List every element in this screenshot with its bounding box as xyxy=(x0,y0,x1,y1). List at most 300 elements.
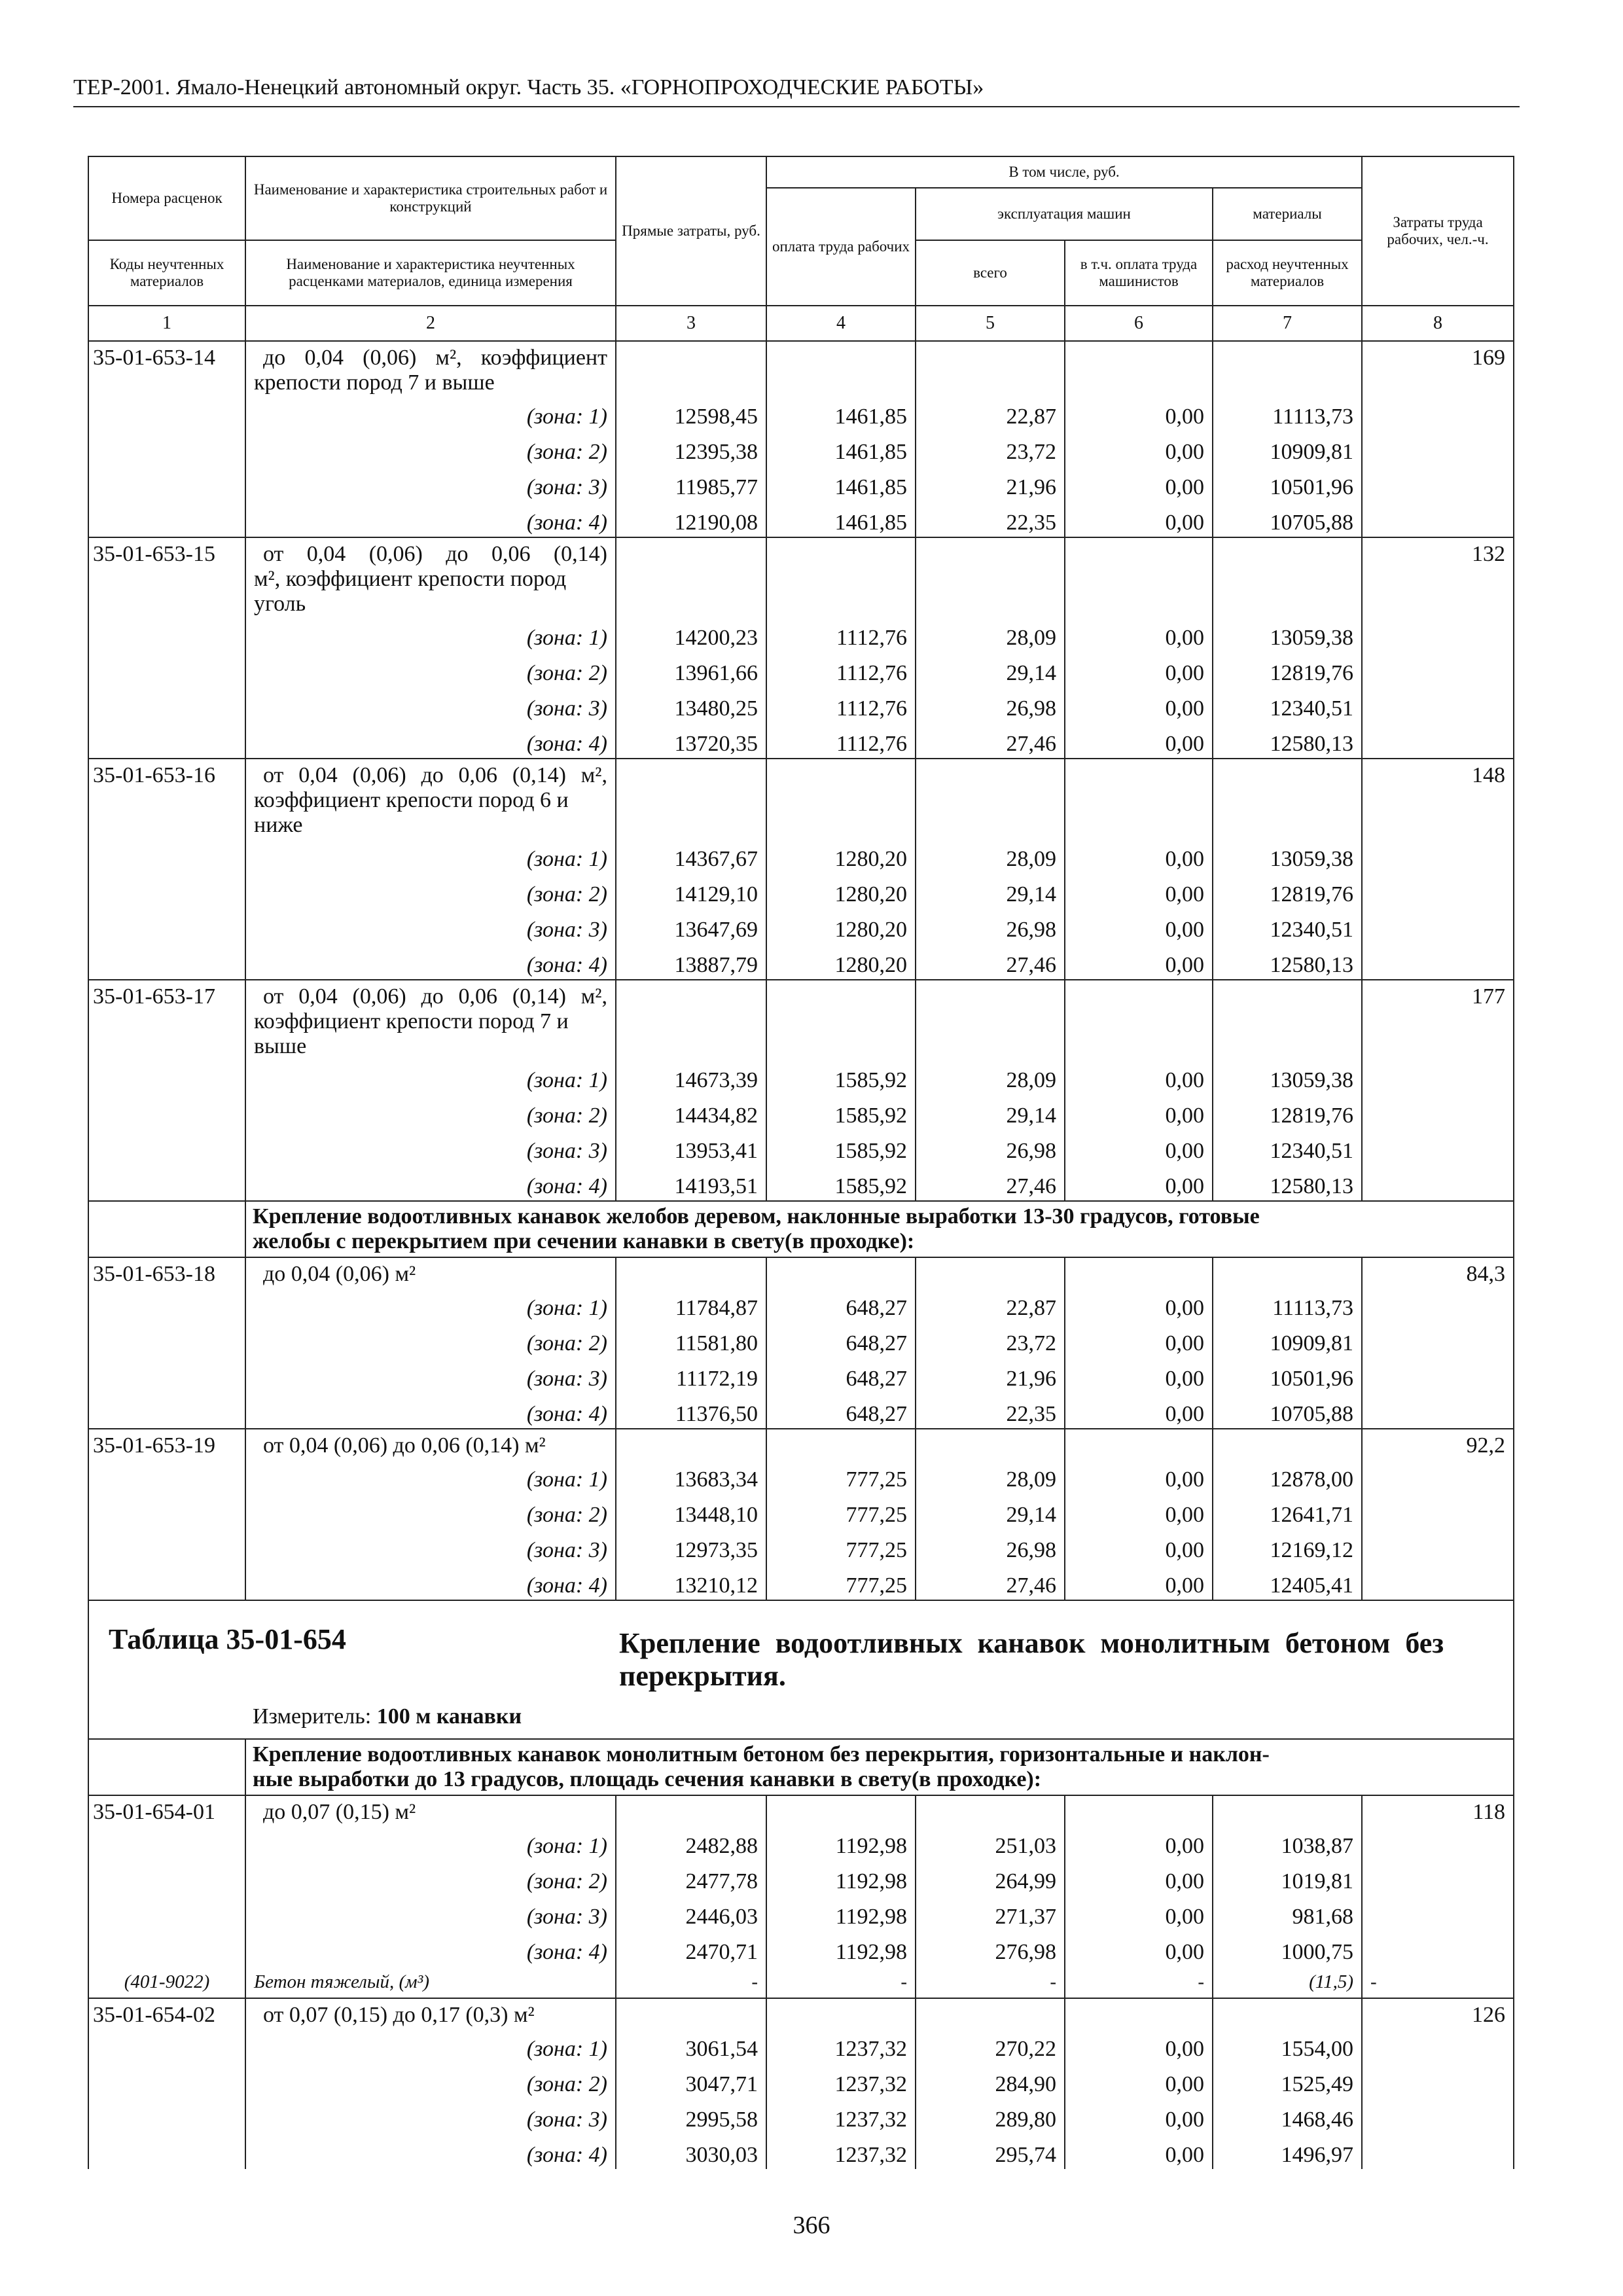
empty-cell xyxy=(766,980,916,1059)
zone-row xyxy=(88,1357,1514,1393)
materials-value: 12819,76 xyxy=(1213,1094,1362,1130)
empty-cell xyxy=(1362,1322,1514,1357)
empty-cell xyxy=(1362,1895,1514,1931)
empty-cell xyxy=(1362,2028,1514,2063)
zone-row xyxy=(88,1529,1514,1564)
empty-cell xyxy=(916,1795,1065,1825)
machines-total-value: 29,14 xyxy=(916,1494,1065,1529)
machines-total-value: 21,96 xyxy=(916,466,1065,501)
machinists-pay-value: 0,00 xyxy=(1065,2134,1213,2169)
rate-code: 35-01-653-14 xyxy=(88,341,245,395)
labor-hours-value: 92,2 xyxy=(1362,1429,1514,1458)
description-line: до 0,04 (0,06) м² xyxy=(263,1262,416,1286)
column-number: 5 xyxy=(916,306,1065,341)
rate-description xyxy=(245,1257,616,1287)
direct-cost-value: 12190,08 xyxy=(616,501,766,537)
direct-cost-value: 13448,10 xyxy=(616,1494,766,1529)
machines-total-value: 23,72 xyxy=(916,431,1065,466)
rate-row xyxy=(88,980,1514,1059)
machines-total-value: 264,99 xyxy=(916,1860,1065,1895)
rate-code: 35-01-653-18 xyxy=(88,1257,245,1287)
empty-cell xyxy=(1362,723,1514,759)
machines-total-value: 251,03 xyxy=(916,1825,1065,1860)
zone-label: (зона: 4) xyxy=(245,1393,616,1429)
labor-hours-value: 148 xyxy=(1362,759,1514,838)
labor-pay-value: 1112,76 xyxy=(766,652,916,687)
empty-cell xyxy=(88,617,245,652)
direct-cost-value: 13961,66 xyxy=(616,652,766,687)
zone-row xyxy=(88,2134,1514,2169)
empty-cell xyxy=(1213,1998,1362,2028)
machinists-pay-value: 0,00 xyxy=(1065,1494,1213,1529)
materials-value: 1496,97 xyxy=(1213,2134,1362,2169)
machines-total-value: 29,14 xyxy=(916,873,1065,908)
empty-cell xyxy=(1362,1393,1514,1429)
empty-cell xyxy=(88,944,245,980)
zone-label: (зона: 3) xyxy=(245,1130,616,1165)
machinists-pay-value: 0,00 xyxy=(1065,2098,1213,2134)
materials-value: 12641,71 xyxy=(1213,1494,1362,1529)
zone-label: (зона: 1) xyxy=(245,617,616,652)
empty-cell xyxy=(1213,980,1362,1059)
labor-pay-value: 777,25 xyxy=(766,1494,916,1529)
machinists-pay-value: 0,00 xyxy=(1065,617,1213,652)
labor-hours-value: 118 xyxy=(1362,1795,1514,1825)
zone-label: (зона: 1) xyxy=(245,1458,616,1494)
zone-label: (зона: 3) xyxy=(245,687,616,723)
materials-value: 1038,87 xyxy=(1213,1825,1362,1860)
zone-row xyxy=(88,2028,1514,2063)
rates-table xyxy=(88,156,1514,2169)
empty-cell xyxy=(1213,341,1362,395)
measure-label: Измеритель: xyxy=(253,1704,372,1729)
zone-row xyxy=(88,1494,1514,1529)
column-number: 8 xyxy=(1362,306,1514,341)
direct-cost-value: 2995,58 xyxy=(616,2098,766,2134)
empty-cell xyxy=(88,1059,245,1094)
description-line: от 0,04 (0,06) до 0,06 (0,14) м² xyxy=(263,1433,546,1458)
empty-cell xyxy=(1362,873,1514,908)
empty-cell xyxy=(88,466,245,501)
empty-cell xyxy=(1213,1795,1362,1825)
direct-cost-value: 14200,23 xyxy=(616,617,766,652)
empty-cell xyxy=(88,1895,245,1931)
direct-cost-value: 2477,78 xyxy=(616,1860,766,1895)
table-654-title-block xyxy=(88,1600,1514,1795)
zone-label: (зона: 1) xyxy=(245,1825,616,1860)
machinists-pay-value: 0,00 xyxy=(1065,2028,1213,2063)
zone-row xyxy=(88,1059,1514,1094)
rate-code: 35-01-653-16 xyxy=(88,759,245,838)
materials-value: 981,68 xyxy=(1213,1895,1362,1931)
machinists-pay-value: 0,00 xyxy=(1065,1825,1213,1860)
empty-cell xyxy=(1213,759,1362,838)
machines-total-value: 295,74 xyxy=(916,2134,1065,2169)
materials-value: 10909,81 xyxy=(1213,431,1362,466)
zone-label: (зона: 4) xyxy=(245,944,616,980)
empty-cell xyxy=(1362,2063,1514,2098)
materials-value: 1000,75 xyxy=(1213,1931,1362,1966)
machines-total-value: 289,80 xyxy=(916,2098,1065,2134)
zone-label: (зона: 4) xyxy=(245,501,616,537)
empty-cell xyxy=(88,873,245,908)
labor-pay-value: 1461,85 xyxy=(766,431,916,466)
section-line: Крепление водоотливных канавок желобов деревом, наклонные выработки 13-30 градусов, готовые xyxy=(253,1204,1260,1229)
labor-pay-value: 648,27 xyxy=(766,1322,916,1357)
direct-cost-value: 3030,03 xyxy=(616,2134,766,2169)
empty-cell xyxy=(1362,395,1514,431)
machines-total-value: 26,98 xyxy=(916,1529,1065,1564)
machines-total-value: 29,14 xyxy=(916,1094,1065,1130)
machines-total-value: 27,46 xyxy=(916,1564,1065,1600)
direct-cost-value: 13887,79 xyxy=(616,944,766,980)
material-name: Бетон тяжелый, (м³) xyxy=(245,1966,616,1998)
rate-row xyxy=(88,1429,1514,1458)
measure-unit xyxy=(253,1704,522,1729)
direct-cost-value: 13953,41 xyxy=(616,1130,766,1165)
direct-cost-value: 13720,35 xyxy=(616,723,766,759)
zone-row xyxy=(88,431,1514,466)
column-number: 3 xyxy=(616,306,766,341)
rate-row xyxy=(88,1998,1514,2028)
empty-cell xyxy=(1362,944,1514,980)
rate-description xyxy=(245,1795,616,1825)
labor-pay-value: 1237,32 xyxy=(766,2134,916,2169)
table-body-653-a xyxy=(88,341,1514,1201)
zone-row xyxy=(88,908,1514,944)
machines-total-value: 22,35 xyxy=(916,1393,1065,1429)
empty-cell xyxy=(1362,1059,1514,1094)
section-line: Крепление водоотливных канавок монолитным бетоном без перекрытия, горизонтальные и наклон- xyxy=(253,1742,1270,1767)
machines-total-value: 271,37 xyxy=(916,1895,1065,1931)
machinists-pay-value: 0,00 xyxy=(1065,652,1213,687)
zone-row xyxy=(88,873,1514,908)
materials-value: 1525,49 xyxy=(1213,2063,1362,2098)
header-machinists-pay: в т.ч. оплата труда машинистов xyxy=(1065,240,1213,306)
rate-description xyxy=(245,1998,616,2028)
rate-code: 35-01-654-01 xyxy=(88,1795,245,1825)
empty-cell xyxy=(88,838,245,873)
machinists-pay-value: 0,00 xyxy=(1065,1564,1213,1600)
labor-pay-value: 1585,92 xyxy=(766,1094,916,1130)
zone-row xyxy=(88,723,1514,759)
empty-cell xyxy=(1362,1165,1514,1201)
labor-hours-value: 132 xyxy=(1362,537,1514,617)
zone-row xyxy=(88,1825,1514,1860)
machinists-pay-value: 0,00 xyxy=(1065,395,1213,431)
labor-pay-value: 1112,76 xyxy=(766,723,916,759)
machinists-pay-value: 0,00 xyxy=(1065,1895,1213,1931)
zone-label: (зона: 1) xyxy=(245,1059,616,1094)
machines-total-value: 28,09 xyxy=(916,1059,1065,1094)
labor-pay-value: 1237,32 xyxy=(766,2098,916,2134)
direct-cost-value: 11581,80 xyxy=(616,1322,766,1357)
empty-cell xyxy=(616,1795,766,1825)
column-number: 1 xyxy=(88,306,245,341)
empty-cell xyxy=(1362,1458,1514,1494)
section-code-cell xyxy=(88,1739,245,1795)
column-number: 6 xyxy=(1065,306,1213,341)
description-line: коэффициент крепости пород 6 и xyxy=(254,788,569,812)
empty-cell xyxy=(1362,1529,1514,1564)
header-name-bottom: Наименование и характеристика неучтенных расценками материалов, единица измерения xyxy=(245,240,616,306)
empty-cell xyxy=(616,980,766,1059)
direct-cost-value: 3061,54 xyxy=(616,2028,766,2063)
empty-cell xyxy=(88,1825,245,1860)
material-direct: - xyxy=(616,1966,766,1998)
description-line: до 0,07 (0,15) м² xyxy=(263,1800,416,1824)
materials-value: 11113,73 xyxy=(1213,1287,1362,1322)
machinists-pay-value: 0,00 xyxy=(1065,838,1213,873)
materials-value: 12580,13 xyxy=(1213,1165,1362,1201)
direct-cost-value: 11172,19 xyxy=(616,1357,766,1393)
direct-cost-value: 12598,45 xyxy=(616,395,766,431)
materials-value: 12340,51 xyxy=(1213,1130,1362,1165)
machinists-pay-value: 0,00 xyxy=(1065,1322,1213,1357)
machines-total-value: 28,09 xyxy=(916,617,1065,652)
empty-cell xyxy=(1065,1998,1213,2028)
direct-cost-value: 13210,12 xyxy=(616,1564,766,1600)
direct-cost-value: 11985,77 xyxy=(616,466,766,501)
direct-cost-value: 14193,51 xyxy=(616,1165,766,1201)
table-body-653-b xyxy=(88,1257,1514,1600)
zone-label: (зона: 4) xyxy=(245,1165,616,1201)
labor-pay-value: 1192,98 xyxy=(766,1860,916,1895)
machinists-pay-value: 0,00 xyxy=(1065,908,1213,944)
zone-label: (зона: 4) xyxy=(245,2134,616,2169)
labor-pay-value: 1112,76 xyxy=(766,687,916,723)
empty-cell xyxy=(616,1998,766,2028)
empty-cell xyxy=(88,2063,245,2098)
empty-cell xyxy=(1065,1795,1213,1825)
empty-cell xyxy=(1362,1825,1514,1860)
labor-pay-value: 1237,32 xyxy=(766,2028,916,2063)
empty-cell xyxy=(766,1257,916,1287)
materials-value: 10909,81 xyxy=(1213,1322,1362,1357)
section-heading xyxy=(245,1201,1514,1257)
machines-total-value: 21,96 xyxy=(916,1357,1065,1393)
empty-cell xyxy=(1362,838,1514,873)
machines-total-value: 27,46 xyxy=(916,944,1065,980)
direct-cost-value: 14129,10 xyxy=(616,873,766,908)
rate-description xyxy=(245,759,616,838)
rate-description xyxy=(245,1429,616,1458)
empty-cell xyxy=(88,723,245,759)
direct-cost-value: 13683,34 xyxy=(616,1458,766,1494)
direct-cost-value: 13647,69 xyxy=(616,908,766,944)
labor-pay-value: 1461,85 xyxy=(766,395,916,431)
rate-code: 35-01-653-19 xyxy=(88,1429,245,1458)
direct-cost-value: 11784,87 xyxy=(616,1287,766,1322)
empty-cell xyxy=(1362,466,1514,501)
header-labor-hours: Затраты труда рабочих, чел.-ч. xyxy=(1362,156,1514,306)
empty-cell xyxy=(916,341,1065,395)
materials-value: 1468,46 xyxy=(1213,2098,1362,2134)
empty-cell xyxy=(766,341,916,395)
empty-cell xyxy=(88,1165,245,1201)
rate-code: 35-01-653-17 xyxy=(88,980,245,1059)
rate-row xyxy=(88,1795,1514,1825)
zone-label: (зона: 2) xyxy=(245,2063,616,2098)
zone-row xyxy=(88,838,1514,873)
direct-cost-value: 2482,88 xyxy=(616,1825,766,1860)
empty-cell xyxy=(88,1529,245,1564)
materials-value: 12819,76 xyxy=(1213,873,1362,908)
empty-cell xyxy=(88,395,245,431)
empty-cell xyxy=(1065,980,1213,1059)
machines-total-value: 28,09 xyxy=(916,1458,1065,1494)
machinists-pay-value: 0,00 xyxy=(1065,723,1213,759)
header-unaccounted-materials: расход неучтенных материалов xyxy=(1213,240,1362,306)
zone-row xyxy=(88,2063,1514,2098)
rate-row xyxy=(88,1257,1514,1287)
zone-label: (зона: 3) xyxy=(245,466,616,501)
measure-value: 100 м канавки xyxy=(376,1704,522,1729)
labor-pay-value: 1585,92 xyxy=(766,1059,916,1094)
direct-cost-value: 14673,39 xyxy=(616,1059,766,1094)
empty-cell xyxy=(616,1429,766,1458)
materials-value: 12340,51 xyxy=(1213,908,1362,944)
empty-cell xyxy=(1362,1130,1514,1165)
machinists-pay-value: 0,00 xyxy=(1065,2063,1213,2098)
empty-cell xyxy=(1065,537,1213,617)
materials-value: 10705,88 xyxy=(1213,501,1362,537)
zone-label: (зона: 1) xyxy=(245,2028,616,2063)
zone-row xyxy=(88,501,1514,537)
table-title-block xyxy=(88,1600,1514,1739)
empty-cell xyxy=(916,1998,1065,2028)
zone-label: (зона: 2) xyxy=(245,1860,616,1895)
header-direct-costs: Прямые затраты, руб. xyxy=(616,156,766,306)
labor-pay-value: 1585,92 xyxy=(766,1165,916,1201)
machines-total-value: 27,46 xyxy=(916,723,1065,759)
material-code: (401-9022) xyxy=(88,1966,245,1998)
machinists-pay-value: 0,00 xyxy=(1065,1458,1213,1494)
empty-cell xyxy=(616,341,766,395)
header-labor-pay: оплата труда рабочих xyxy=(766,188,916,306)
table-name: Крепление водоотливных канавок монолитным бетоном без перекрытия. xyxy=(619,1627,1444,1692)
materials-value: 13059,38 xyxy=(1213,1059,1362,1094)
zone-row xyxy=(88,1094,1514,1130)
zone-row xyxy=(88,1165,1514,1201)
zone-row xyxy=(88,617,1514,652)
machines-total-value: 276,98 xyxy=(916,1931,1065,1966)
machines-total-value: 23,72 xyxy=(916,1322,1065,1357)
labor-pay-value: 1280,20 xyxy=(766,944,916,980)
direct-cost-value: 11376,50 xyxy=(616,1393,766,1429)
empty-cell xyxy=(1362,652,1514,687)
materials-value: 12169,12 xyxy=(1213,1529,1362,1564)
materials-value: 12580,13 xyxy=(1213,944,1362,980)
empty-cell xyxy=(616,1257,766,1287)
labor-pay-value: 777,25 xyxy=(766,1458,916,1494)
labor-pay-value: 1192,98 xyxy=(766,1825,916,1860)
direct-cost-value: 14367,67 xyxy=(616,838,766,873)
machines-total-value: 26,98 xyxy=(916,1130,1065,1165)
labor-pay-value: 648,27 xyxy=(766,1393,916,1429)
empty-cell xyxy=(1362,501,1514,537)
labor-pay-value: 1280,20 xyxy=(766,838,916,873)
machinists-pay-value: 0,00 xyxy=(1065,431,1213,466)
zone-row xyxy=(88,1895,1514,1931)
header-name-top: Наименование и характеристика строительных работ и конструкций xyxy=(245,156,616,240)
empty-cell xyxy=(88,908,245,944)
zone-label: (зона: 1) xyxy=(245,395,616,431)
labor-pay-value: 1192,98 xyxy=(766,1895,916,1931)
materials-value: 11113,73 xyxy=(1213,395,1362,431)
zone-row xyxy=(88,652,1514,687)
description-line: выше xyxy=(254,1034,307,1058)
zone-row xyxy=(88,1860,1514,1895)
empty-cell xyxy=(1213,1429,1362,1458)
empty-cell xyxy=(88,431,245,466)
direct-cost-value: 12973,35 xyxy=(616,1529,766,1564)
zone-row xyxy=(88,2098,1514,2134)
zone-label: (зона: 3) xyxy=(245,1529,616,1564)
empty-cell xyxy=(1362,908,1514,944)
labor-pay-value: 1280,20 xyxy=(766,908,916,944)
empty-cell xyxy=(766,1998,916,2028)
zone-row xyxy=(88,395,1514,431)
direct-cost-value: 2470,71 xyxy=(616,1931,766,1966)
zone-row xyxy=(88,466,1514,501)
header-code-bottom: Коды неучтенных материалов xyxy=(88,240,245,306)
empty-cell xyxy=(766,1795,916,1825)
empty-cell xyxy=(1362,1564,1514,1600)
direct-cost-value: 3047,71 xyxy=(616,2063,766,2098)
empty-cell xyxy=(916,980,1065,1059)
labor-hours-value: 84,3 xyxy=(1362,1257,1514,1287)
labor-hours-value: 169 xyxy=(1362,341,1514,395)
table-body-654 xyxy=(88,1795,1514,2169)
empty-cell xyxy=(616,537,766,617)
empty-cell xyxy=(766,759,916,838)
empty-cell xyxy=(1362,2098,1514,2134)
machines-total-value: 28,09 xyxy=(916,838,1065,873)
empty-cell xyxy=(916,759,1065,838)
machinists-pay-value: 0,00 xyxy=(1065,944,1213,980)
empty-cell xyxy=(916,1257,1065,1287)
rate-row xyxy=(88,341,1514,395)
page-header: ТЕР-2001. Ямало-Ненецкий автономный округ. Часть 35. «ГОРНОПРОХОДЧЕСКИЕ РАБОТЫ» xyxy=(73,73,1520,107)
description-line: м², коэффициент крепости пород xyxy=(254,567,567,591)
material-labor: - xyxy=(766,1966,916,1998)
description-line: ниже xyxy=(254,813,303,837)
rate-row xyxy=(88,759,1514,838)
empty-cell xyxy=(1065,759,1213,838)
description-line: от 0,04 (0,06) до 0,06 (0,14) м², xyxy=(263,984,607,1009)
machinists-pay-value: 0,00 xyxy=(1065,1931,1213,1966)
machinists-pay-value: 0,00 xyxy=(1065,1165,1213,1201)
column-number: 2 xyxy=(245,306,616,341)
materials-value: 1554,00 xyxy=(1213,2028,1362,2063)
rate-description xyxy=(245,980,616,1059)
column-number: 7 xyxy=(1213,306,1362,341)
direct-cost-value: 13480,25 xyxy=(616,687,766,723)
machinists-pay-value: 0,00 xyxy=(1065,1393,1213,1429)
machines-total-value: 284,90 xyxy=(916,2063,1065,2098)
empty-cell xyxy=(766,537,916,617)
machinists-pay-value: 0,00 xyxy=(1065,1094,1213,1130)
zone-row xyxy=(88,1458,1514,1494)
materials-value: 10705,88 xyxy=(1213,1393,1362,1429)
material-hours: - xyxy=(1362,1966,1514,1998)
empty-cell xyxy=(1065,1257,1213,1287)
empty-cell xyxy=(88,1287,245,1322)
empty-cell xyxy=(88,1322,245,1357)
header-machines: эксплуатация машин xyxy=(916,188,1213,240)
empty-cell xyxy=(916,1429,1065,1458)
